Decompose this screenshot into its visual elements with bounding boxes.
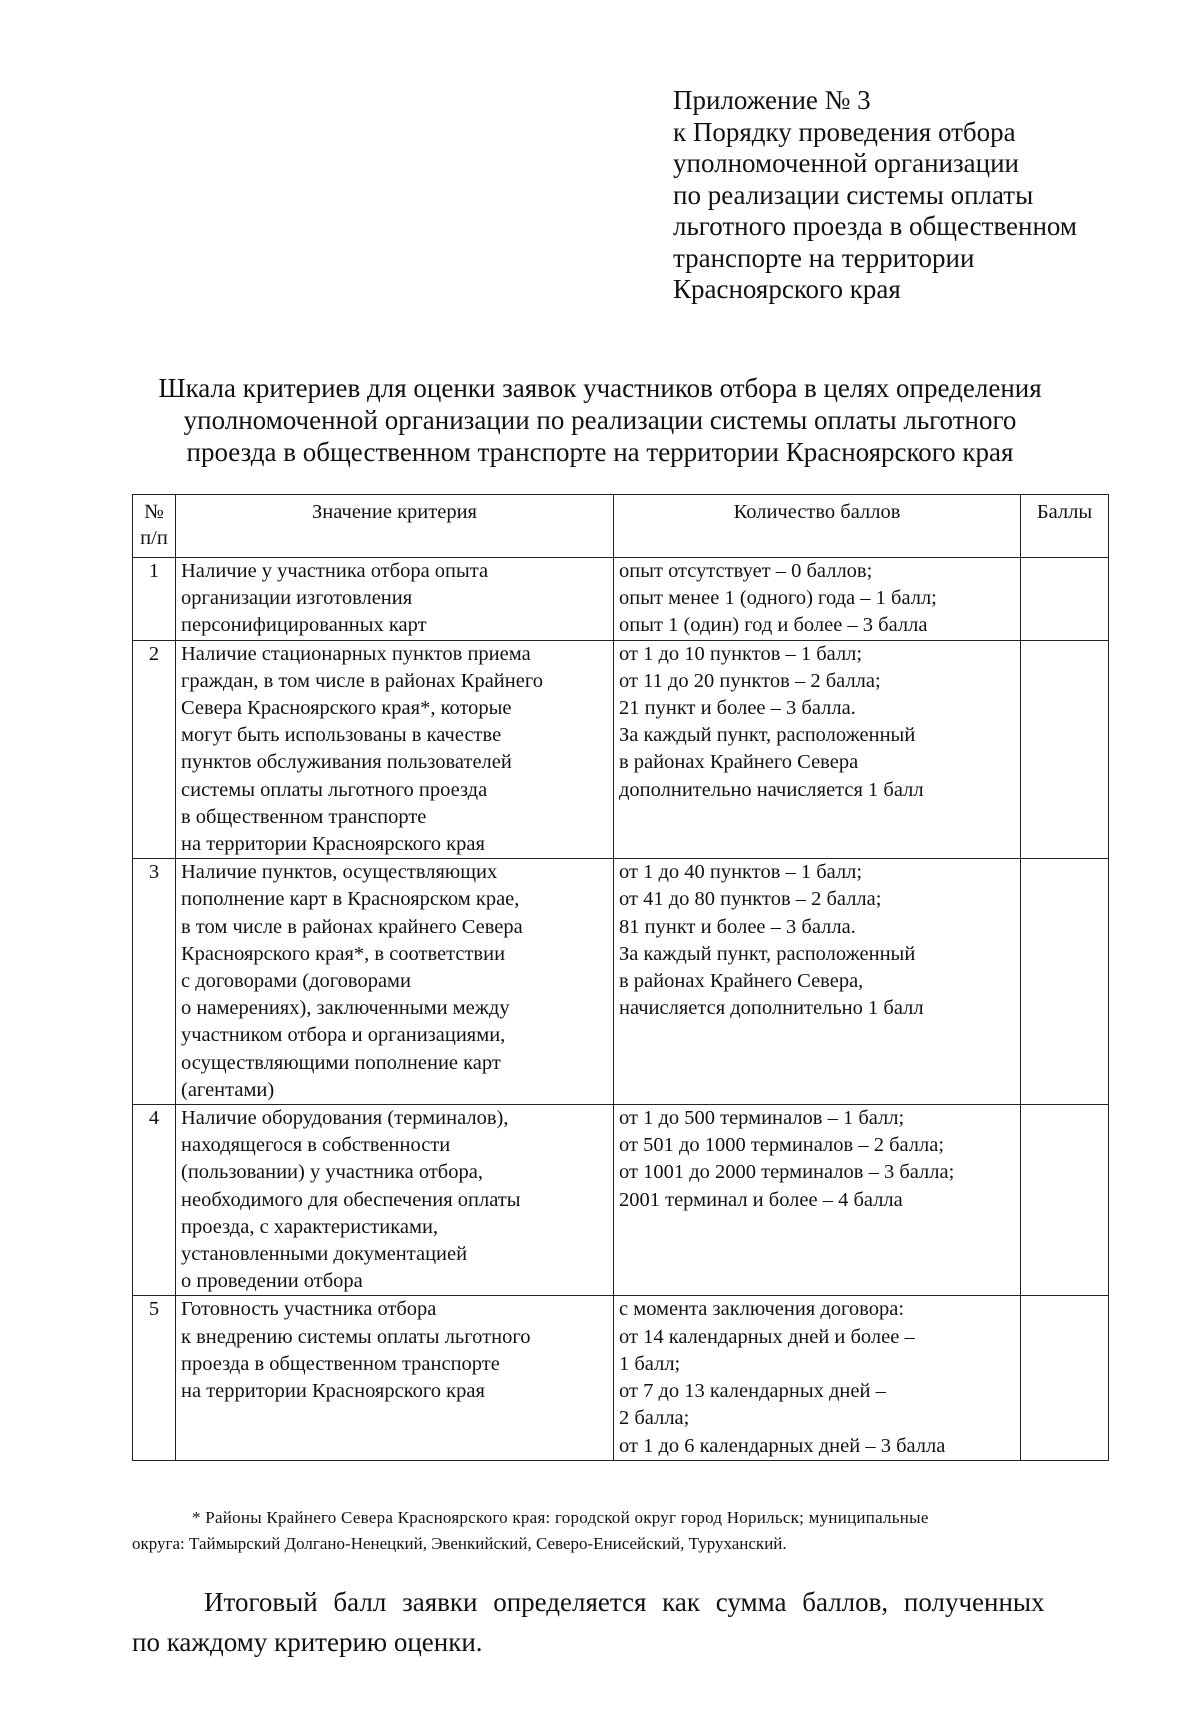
points-line: от 501 до 1000 терминалов – 2 балла; xyxy=(619,1134,945,1157)
criterion-line: на территории Красноярского края xyxy=(181,833,485,856)
points-line: от 1 до 10 пунктов – 1 балл; xyxy=(619,642,863,665)
points-line: в районах Крайнего Севера xyxy=(619,751,859,774)
points-line: от 7 до 13 календарных дней – xyxy=(619,1380,886,1403)
appendix-line: Приложение № 3 xyxy=(673,85,871,115)
score-cell[interactable] xyxy=(1021,558,1109,641)
criterion-line: проезда, с характеристиками, xyxy=(181,1215,439,1238)
row-num: 2 xyxy=(133,640,176,859)
criterion-line: в том числе в районах крайнего Севера xyxy=(181,915,523,938)
header-num-line1: № xyxy=(144,501,164,523)
criterion-line: осуществляющими пополнение карт xyxy=(181,1051,501,1074)
criterion-line: могут быть использованы в качестве xyxy=(181,724,502,747)
points-line: опыт отсутствует – 0 баллов; xyxy=(619,560,873,582)
title-line: уполномоченной организации по реализации системы оплаты льготного xyxy=(183,405,1017,435)
title-line: проезда в общественном транспорте на территории Красноярского края xyxy=(186,437,1014,467)
row-num: 3 xyxy=(133,859,176,1105)
criterion-cell xyxy=(176,558,614,641)
points-line: от 41 до 80 пунктов – 2 балла; xyxy=(619,888,882,911)
criterion-line: (агентами) xyxy=(181,1078,275,1101)
points-line: 21 пункт и более – 3 балла. xyxy=(619,697,856,720)
criterion-line: пунктов обслуживания пользователей xyxy=(181,751,512,774)
points-line: 2 балла; xyxy=(619,1407,690,1430)
final-note-line: Итоговый балл заявки определяется как сумма баллов, полученных xyxy=(204,1587,1045,1617)
criterion-line: пополнение карт в Красноярском крае, xyxy=(181,888,520,911)
header-num-line2: п/п xyxy=(140,527,168,549)
points-line: начисляется дополнительно 1 балл xyxy=(619,997,924,1020)
appendix-header xyxy=(673,85,1173,306)
table-row xyxy=(133,1105,1109,1296)
score-cell[interactable] xyxy=(1021,1105,1109,1296)
table-row xyxy=(133,640,1109,859)
criterion-line: организации изготовления xyxy=(181,587,413,610)
points-line: от 1 до 6 календарных дней – 3 балла xyxy=(619,1434,946,1457)
criterion-line: находящегося в собственности xyxy=(181,1134,451,1157)
points-line: опыт менее 1 (одного) года – 1 балл; xyxy=(619,587,937,610)
title-line: Шкала критериев для оценки заявок участников отбора в целях определения xyxy=(158,373,1042,403)
criterion-line: Севера Красноярского края*, которые xyxy=(181,697,512,720)
points-line: За каждый пункт, расположенный xyxy=(619,724,916,747)
table-row xyxy=(133,1296,1109,1460)
points-line: 1 балл; xyxy=(619,1352,681,1375)
points-line: 2001 терминал и более – 4 балла xyxy=(619,1188,903,1211)
criterion-cell xyxy=(176,1105,614,1296)
criterion-line: о намерениях), заключенными между xyxy=(181,997,510,1020)
score-cell[interactable] xyxy=(1021,640,1109,859)
header-num xyxy=(133,495,176,558)
score-cell[interactable] xyxy=(1021,1296,1109,1460)
footnote xyxy=(132,1505,1108,1557)
criterion-line: Красноярского края*, в соответствии xyxy=(181,942,506,965)
points-line: дополнительно начисляется 1 балл xyxy=(619,778,924,801)
table-row xyxy=(133,558,1109,641)
final-note-line: по каждому критерию оценки. xyxy=(132,1627,483,1657)
criterion-line: к внедрению системы оплаты льготного xyxy=(181,1325,531,1348)
header-criterion: Значение критерия xyxy=(176,495,614,558)
header-points-count: Количество баллов xyxy=(614,495,1021,558)
appendix-line: по реализации системы оплаты xyxy=(673,179,1034,210)
criterion-line: Наличие оборудования (терминалов), xyxy=(181,1107,509,1130)
row-num: 4 xyxy=(133,1105,176,1296)
criterion-line: участником отбора и организациями, xyxy=(181,1024,506,1047)
criterion-line: необходимого для обеспечения оплаты xyxy=(181,1188,521,1211)
criterion-line: проезда в общественном транспорте xyxy=(181,1352,500,1375)
points-line: от 1 до 500 терминалов – 1 балл; xyxy=(619,1107,905,1130)
table-header-row xyxy=(133,495,1109,558)
criterion-line: в общественном транспорте xyxy=(181,805,427,828)
criterion-cell xyxy=(176,859,614,1105)
footnote-line: округа: Таймырский Долгано-Ненецкий, Эвенкийский, Северо-Енисейский, Туруханский. xyxy=(132,1534,787,1553)
score-cell[interactable] xyxy=(1021,859,1109,1105)
criterion-cell xyxy=(176,1296,614,1460)
points-cell xyxy=(614,640,1021,859)
criterion-line: Готовность участника отбора xyxy=(181,1298,437,1321)
criterion-line: установленными документацией xyxy=(181,1243,468,1266)
header-score: Баллы xyxy=(1021,495,1109,558)
appendix-line: Красноярского края xyxy=(673,274,901,304)
row-num: 5 xyxy=(133,1296,176,1460)
criterion-line: персонифицированных карт xyxy=(181,614,427,637)
table-row xyxy=(133,859,1109,1105)
criterion-line: Наличие пунктов, осуществляющих xyxy=(181,861,498,884)
criterion-line: (пользовании) у участника отбора, xyxy=(181,1161,483,1184)
criterion-line: граждан, в том числе в районах Крайнего xyxy=(181,669,543,692)
criteria-table xyxy=(132,494,1109,1461)
points-line: с момента заключения договора: xyxy=(619,1298,905,1321)
row-num: 1 xyxy=(133,558,176,641)
points-cell xyxy=(614,859,1021,1105)
points-line: 81 пункт и более – 3 балла. xyxy=(619,915,856,938)
criterion-cell xyxy=(176,640,614,859)
criterion-line: Наличие стационарных пунктов приема xyxy=(181,642,531,665)
footnote-line: * Районы Крайнего Севера Красноярского края: городской округ город Норильск; муниципальные xyxy=(192,1508,929,1527)
points-line: от 1 до 40 пунктов – 1 балл; xyxy=(619,861,863,884)
points-line: За каждый пункт, расположенный xyxy=(619,942,916,965)
criterion-line: Наличие у участника отбора опыта xyxy=(181,560,489,582)
points-cell xyxy=(614,1105,1021,1296)
appendix-line: уполномоченной организации xyxy=(673,148,1020,178)
points-cell xyxy=(614,1296,1021,1460)
final-note xyxy=(132,1582,1108,1662)
criterion-line: с договорами (договорами xyxy=(181,970,411,993)
criterion-line: системы оплаты льготного проезда xyxy=(181,778,488,801)
appendix-line: транспорте на территории xyxy=(673,242,975,273)
points-line: опыт 1 (один) год и более – 3 балла xyxy=(619,614,928,637)
points-cell xyxy=(614,558,1021,641)
appendix-line: льготного проезда в общественном xyxy=(673,211,1077,241)
document-title xyxy=(120,372,1080,468)
appendix-line: к Порядку проведения отбора xyxy=(673,116,1016,147)
points-line: от 11 до 20 пунктов – 2 балла; xyxy=(619,669,881,692)
criterion-line: о проведении отбора xyxy=(181,1270,363,1293)
criterion-line: на территории Красноярского края xyxy=(181,1380,485,1403)
points-line: от 14 календарных дней и более – xyxy=(619,1325,915,1348)
points-line: от 1001 до 2000 терминалов – 3 балла; xyxy=(619,1161,955,1184)
points-line: в районах Крайнего Севера, xyxy=(619,970,864,993)
